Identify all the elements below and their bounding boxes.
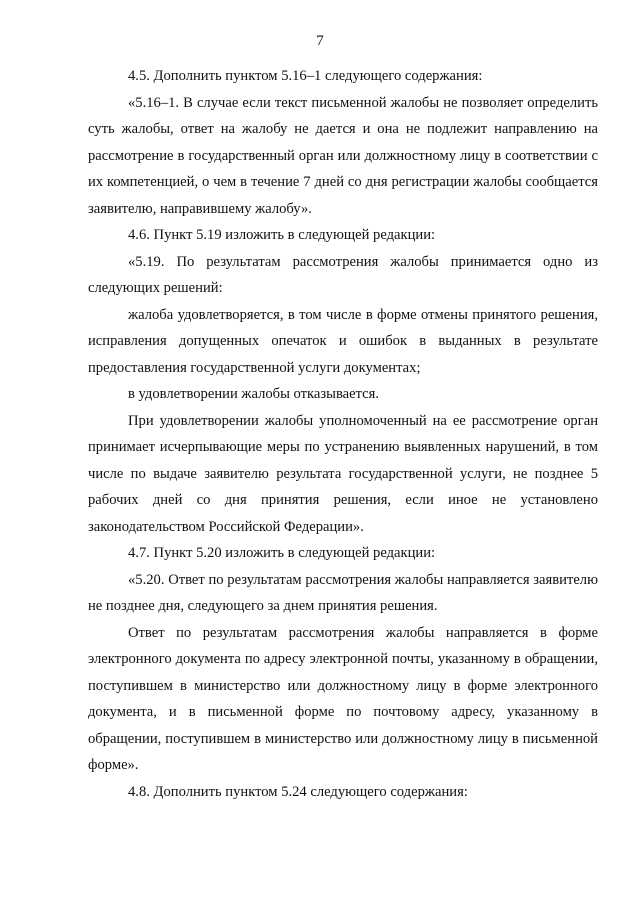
paragraph-remedy-measures: При удовлетворении жалобы уполномоченный на ее рассмотрение орган принимает исчерпывающие меры по устранению выявленных нарушений, в том числе по выдаче заявителю результата государственной услуги, не позднее 5 рабочих дней со дня принятия решения, если иное не установлено законодательством Российской Федерации». — [88, 412, 598, 535]
paragraph-answer-form: Ответ по результатам рассмотрения жалобы направляется в форме электронного документа по адресу электронной почты, указанному в обращении, поступившем в министерство или должностному лицу в форме электронного документа, и в письменной форме по почтовому адресу, указанному в обращении, поступившем в министерство или должностному лицу в письменной форме». — [88, 624, 598, 773]
paragraph-5-19: «5.19. По результатам рассмотрения жалобы принимается одно из следующих решений: — [88, 253, 598, 296]
document-body — [88, 63, 598, 805]
paragraph-4-7: 4.7. Пункт 5.20 изложить в следующей редакции: — [128, 545, 436, 561]
paragraph-5-20: «5.20. Ответ по результатам рассмотрения жалобы направляется заявителю не позднее дня, следующего за днем принятия решения. — [88, 571, 598, 614]
paragraph-5-16-1: «5.16–1. В случае если текст письменной жалобы не позволяет определить суть жалобы, ответ на жалобу не дается и она не подлежит направлению на рассмотрение в государственный орган или должностному лицу в соответствии с их компетенцией, о чем в течение 7 дней со дня регистрации жалобы сообщается заявителю, направившему жалобу». — [88, 94, 598, 217]
paragraph-4-6: 4.6. Пункт 5.19 изложить в следующей редакции: — [128, 227, 436, 243]
page-number: 7 — [316, 33, 324, 49]
paragraph-complaint-satisfied: жалоба удовлетворяется, в том числе в форме отмены принятого решения, исправления допущенных опечаток и ошибок в выданных в результате предоставления государственной услуги документах; — [88, 306, 598, 376]
paragraph-complaint-refused: в удовлетворении жалобы отказывается. — [128, 386, 380, 402]
paragraph-4-5: 4.5. Дополнить пунктом 5.16–1 следующего содержания: — [128, 68, 483, 84]
paragraph-4-8: 4.8. Дополнить пунктом 5.24 следующего содержания: — [128, 783, 468, 800]
